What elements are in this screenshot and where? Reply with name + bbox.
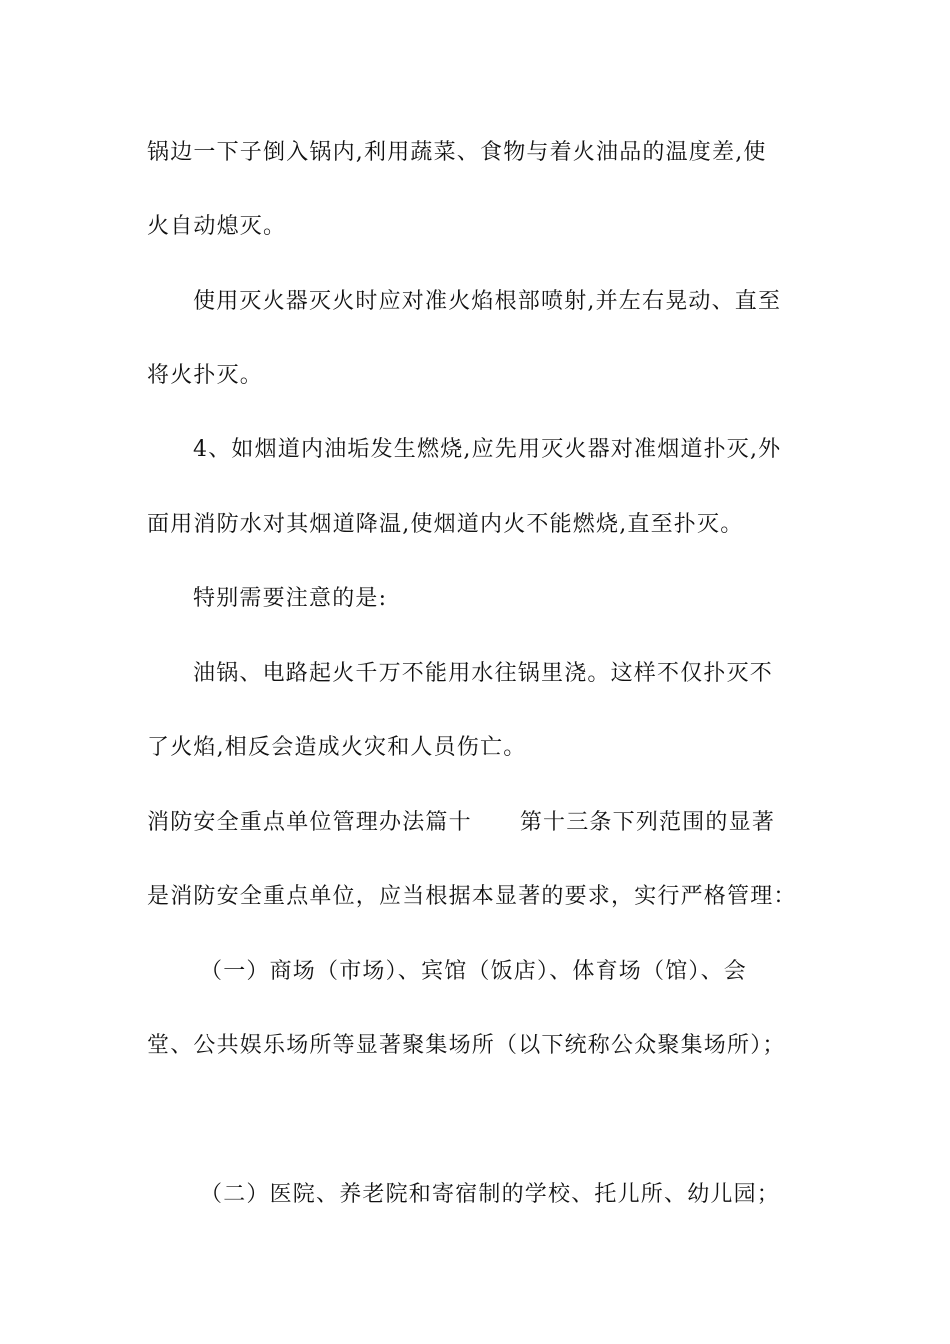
text-line: 4、如烟道内油垢发生燃烧,应先用灭火器对准烟道扑灭,外 [193, 437, 782, 462]
text-line: 使用灭火器灭火时应对准火焰根部喷射,并左右晃动、直至 [193, 289, 782, 314]
text-line: 是消防安全重点单位，应当根据本显著的要求，实行严格管理： [147, 884, 797, 909]
text-line: 了火焰,相反会造成火灾和人员伤亡。 [147, 735, 527, 760]
text-line: 特别需要注意的是: [193, 586, 388, 611]
text-line: 将火扑灭。 [147, 363, 264, 388]
text-line: 面用消防水对其烟道降温,使烟道内火不能燃烧,直至扑灭。 [147, 512, 744, 537]
section-heading: 消防安全重点单位管理办法篇十 [147, 810, 472, 835]
text-line: 堂、公共娱乐场所等显著聚集场所（以下统称公众聚集场所）； [147, 1033, 786, 1058]
text-line: （一）商场（市场）、宾馆（饭店）、体育场（馆）、会 [200, 959, 748, 984]
text-line: 油锅、电路起火千万不能用水往锅里浇。这样不仅扑灭不 [193, 661, 774, 686]
text-line: 火自动熄灭。 [147, 214, 287, 239]
text-line: （二）医院、养老院和寄宿制的学校、托儿所、幼儿园； [200, 1182, 781, 1207]
text-line: 锅边一下子倒入锅内,利用蔬菜、食物与着火油品的温度差,使 [147, 140, 767, 165]
section-heading-line [147, 808, 817, 838]
article-start: 第十三条下列范围的显著 [519, 810, 776, 835]
